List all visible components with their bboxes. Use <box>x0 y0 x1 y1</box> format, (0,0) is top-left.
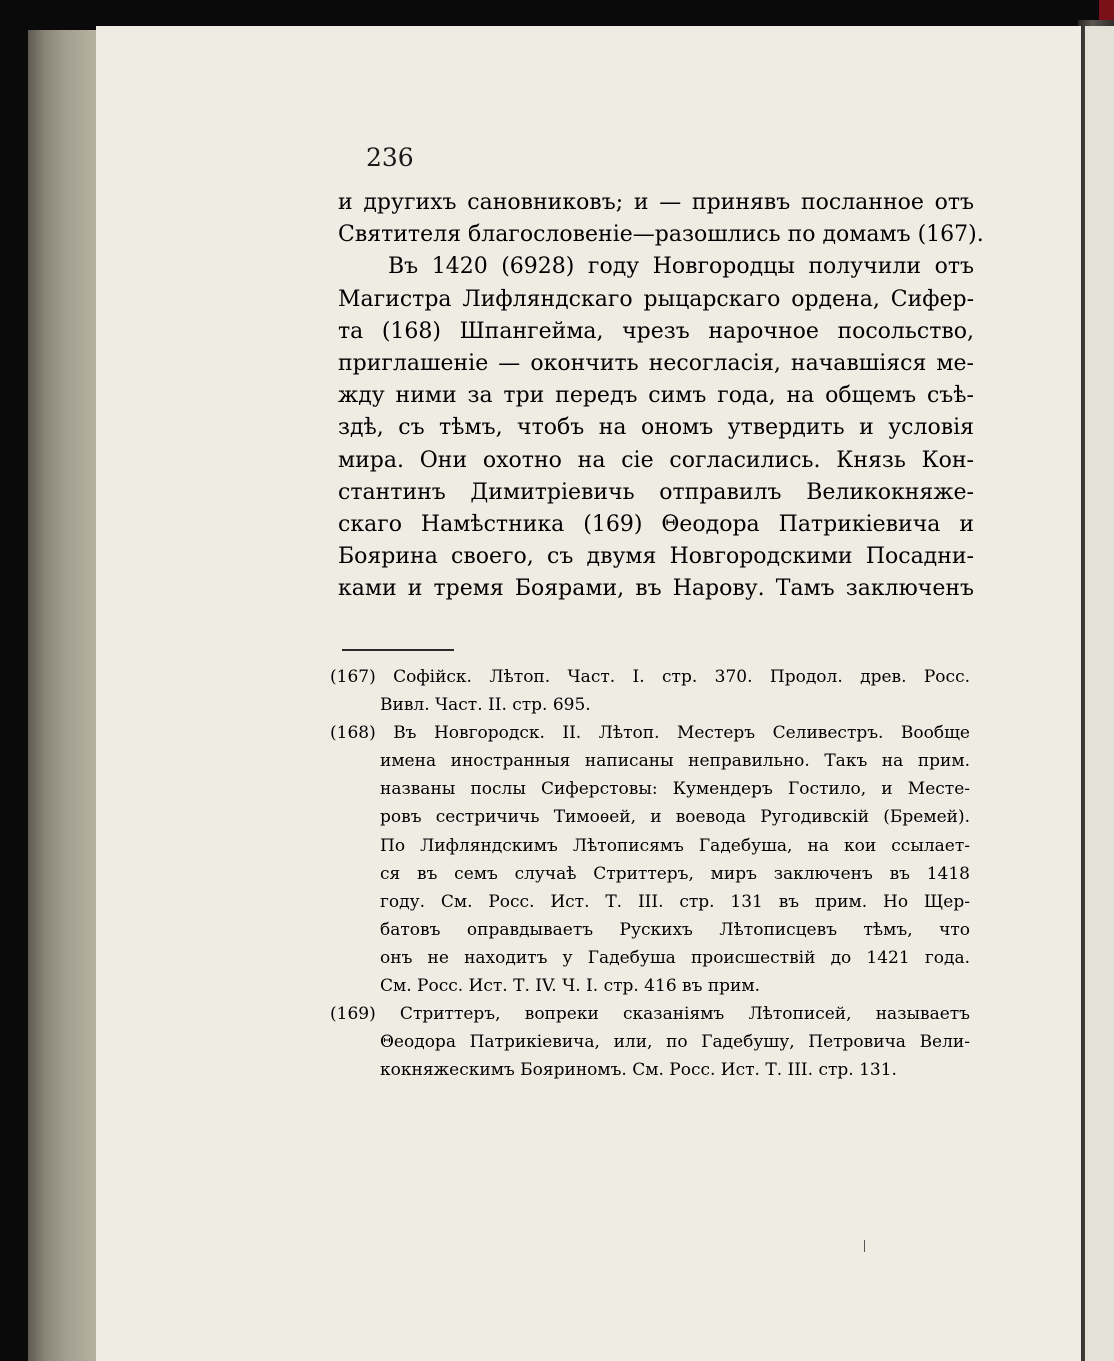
footnote-line: Вивл. Част. II. стр. 695. <box>380 695 591 716</box>
page-number: 236 <box>366 143 414 172</box>
footnote-line: году. См. Росс. Ист. Т. III. стр. 131 въ прим. Но Щер- <box>380 891 970 912</box>
text-line: жду ними за три передъ симъ года, на общемъ съѣ- <box>338 383 974 409</box>
text-line: скаго Намѣстника (169) Θеодора Патрикіевича и <box>338 511 974 537</box>
footnote-line: онъ не находитъ у Гадебуша происшествій до 1421 года. <box>380 947 970 968</box>
footnote-line: имена иностранныя написаны неправильно. Такъ на прим. <box>380 751 970 772</box>
page-edge-stack <box>28 30 98 1361</box>
footnote-line: ровъ сестричичь Тимоѳей, и воевода Ругодивскій (Бремей). <box>380 807 970 828</box>
text-line: Магистра Лифляндскаго рыцарскаго ордена, Сифер- <box>338 286 974 312</box>
text-line: здѣ, съ тѣмъ, чтобъ на ономъ утвердить и условія <box>338 415 974 441</box>
footnote-line: См. Росс. Ист. Т. IV. Ч. I. стр. 416 въ прим. <box>380 976 760 997</box>
text-line: Боярина своего, съ двумя Новгородскими Посадни- <box>338 544 974 570</box>
footnotes-block <box>330 663 970 1084</box>
main-text-block <box>338 187 984 605</box>
footnote-line: Θеодора Патрикіевича, или, по Гадебушу, Петровича Вели- <box>380 1032 970 1053</box>
facing-page <box>1085 26 1114 1361</box>
text-line: мира. Они охотно на сіе согласились. Князь Кон- <box>338 447 974 473</box>
text-line: стантинъ Димитріевичь отправилъ Великокняже- <box>338 479 974 505</box>
text-line: Въ 1420 (6928) году Новгородцы получили отъ <box>388 254 974 280</box>
page-mark <box>864 1240 865 1252</box>
text-line: Святителя благословеніе—разошлись по домамъ (167). <box>338 222 984 248</box>
footnote-line: ся въ семъ случаѣ Стриттеръ, миръ заключенъ въ 1418 <box>380 863 970 884</box>
bookmark-ribbon <box>1099 0 1114 22</box>
footnote-line: кокняжескимъ Бояриномъ. См. Росс. Ист. Т. III. стр. 131. <box>380 1060 897 1081</box>
footnote-line: (169) Стриттеръ, вопреки сказаніямъ Лѣтописей, называетъ <box>330 1004 970 1025</box>
text-line: та (168) Шпангейма, чрезъ нарочное посольство, <box>338 318 974 344</box>
footnote-line: названы послы Сиферстовы: Кумендеръ Гостило, и Месте- <box>380 779 970 800</box>
text-line: и другихъ сановниковъ; и — принявъ посланное отъ <box>338 190 974 215</box>
footnote-line: По Лифляндскимъ Лѣтописямъ Гадебуша, на кои ссылает- <box>380 835 970 856</box>
footnote-line: батовъ оправдываетъ Рускихъ Лѣтописцевъ тѣмъ, что <box>380 919 970 940</box>
footnote-line: (167) Софійск. Лѣтоп. Част. I. стр. 370. Продол. древ. Росс. <box>330 667 970 687</box>
text-line: приглашеніе — окончить несогласія, начавшіяся ме- <box>338 350 974 376</box>
footnote-line: (168) Въ Новгородск. II. Лѣтоп. Местеръ Селивестръ. Вообще <box>330 723 970 744</box>
footnote-divider <box>342 649 454 651</box>
text-line: ками и тремя Боярами, въ Нарову. Тамъ заключенъ <box>338 576 974 602</box>
